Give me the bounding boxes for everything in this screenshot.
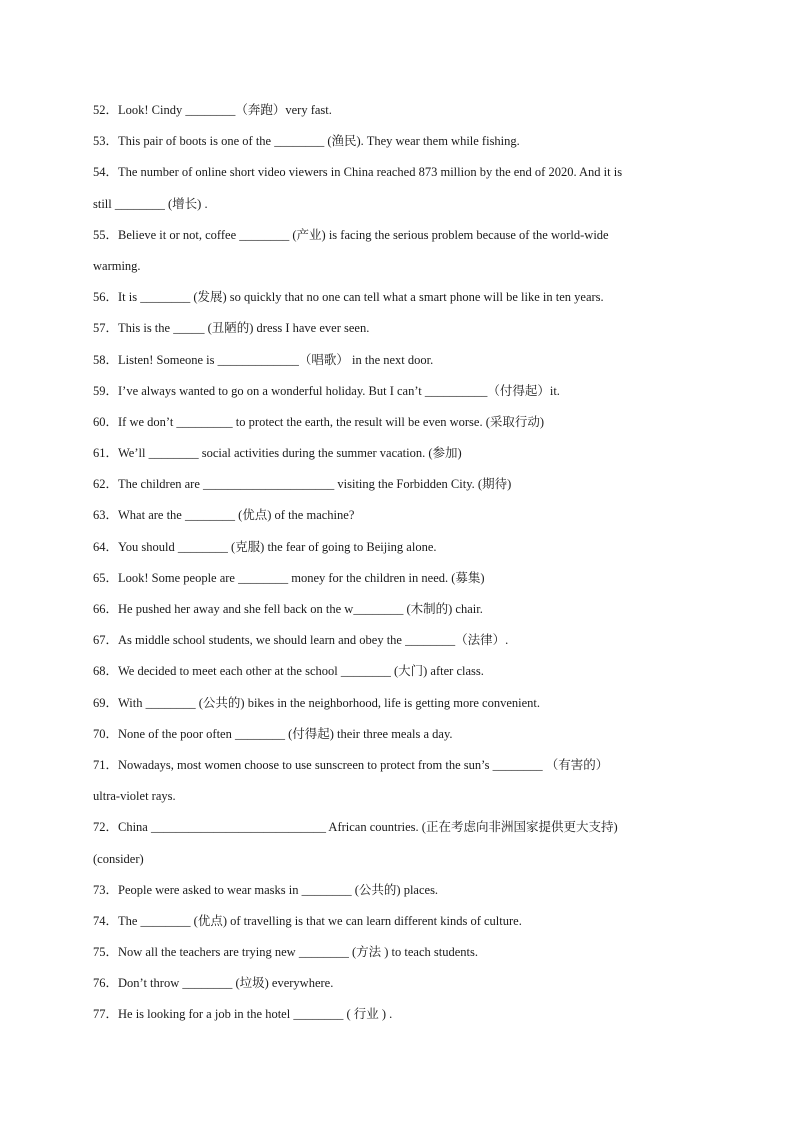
question-line: 57．This is the _____ (丑陋的) dress I have ever seen. xyxy=(93,321,370,336)
question-item xyxy=(93,968,703,999)
question-continuation-line: still ________ (增长) . xyxy=(93,196,208,211)
question-line: 71．Nowadays, most women choose to use sunscreen to protect from the sun’s ________ （有害的） xyxy=(93,757,609,772)
question-line: 63．What are the ________ (优点) of the machine? xyxy=(93,508,355,523)
question-item xyxy=(93,594,703,625)
question-item xyxy=(93,126,703,157)
question-line: 69．With ________ (公共的) bikes in the neighborhood, life is getting more convenient. xyxy=(93,695,540,710)
question-item xyxy=(93,407,703,438)
question-item xyxy=(93,532,703,563)
question-line: 54．The number of online short video viewers in China reached 873 million by the end of 2020. And it is xyxy=(93,165,623,180)
question-line: 64．You should ________ (克服) the fear of going to Beijing alone. xyxy=(93,539,437,554)
question-item xyxy=(93,999,703,1030)
question-item xyxy=(93,937,703,968)
question-item xyxy=(93,812,703,874)
question-line: 59．I’ve always wanted to go on a wonderful holiday. But I can’t __________（付得起）it. xyxy=(93,383,560,398)
question-list xyxy=(93,95,703,1031)
question-item xyxy=(93,688,703,719)
question-item xyxy=(93,438,703,469)
question-line: 68．We decided to meet each other at the school ________ (大门) after class. xyxy=(93,664,484,679)
question-line: 66．He pushed her away and she fell back on the w________ (木制的) chair. xyxy=(93,602,483,616)
question-line: 53．This pair of boots is one of the ________ (渔民). They wear them while fishing. xyxy=(93,134,520,149)
question-line: 55．Believe it or not, coffee ________ (产业) is facing the serious problem because of the world-wide xyxy=(93,227,609,242)
question-line: 56．It is ________ (发展) so quickly that no one can tell what a smart phone will be like in ten years. xyxy=(93,290,604,305)
question-item xyxy=(93,469,703,500)
question-line: 74．The ________ (优点) of travelling is that we can learn different kinds of culture. xyxy=(93,913,522,928)
question-line: 76．Don’t throw ________ (垃圾) everywhere. xyxy=(93,976,334,991)
question-line: 67．As middle school students, we should learn and obey the ________（法律）. xyxy=(93,633,509,648)
question-continuation-line: ultra-violet rays. xyxy=(93,789,176,804)
question-item xyxy=(93,625,703,656)
question-item xyxy=(93,719,703,750)
question-line: 77．He is looking for a job in the hotel ________ ( 行业 ) . xyxy=(93,1007,393,1022)
question-item xyxy=(93,282,703,313)
question-line: 65．Look! Some people are ________ money for the children in need. (募集) xyxy=(93,570,485,585)
question-line: 58．Listen! Someone is _____________（唱歌） in the next door. xyxy=(93,352,434,367)
question-item xyxy=(93,906,703,937)
question-item xyxy=(93,313,703,344)
question-line: 72．China ____________________________ African countries. (正在考虑向非洲国家提供更大支持) xyxy=(93,820,618,835)
question-item xyxy=(93,157,703,219)
question-item xyxy=(93,95,703,126)
question-line: 52．Look! Cindy ________（奔跑）very fast. xyxy=(93,103,332,117)
question-continuation-line: (consider) xyxy=(93,851,144,866)
question-line: 73．People were asked to wear masks in ________ (公共的) places. xyxy=(93,882,439,897)
question-item xyxy=(93,656,703,687)
question-line: 62．The children are _____________________ visiting the Forbidden City. (期待) xyxy=(93,477,512,492)
question-item xyxy=(93,376,703,407)
question-item xyxy=(93,875,703,906)
question-item xyxy=(93,563,703,594)
question-continuation-line: warming. xyxy=(93,258,141,273)
question-line: 60．If we don’t _________ to protect the earth, the result will be even worse. (采取行动) xyxy=(93,414,545,429)
question-line: 61．We’ll ________ social activities during the summer vacation. (参加) xyxy=(93,446,462,461)
question-item xyxy=(93,345,703,376)
question-item xyxy=(93,750,703,812)
question-item xyxy=(93,220,703,282)
question-item xyxy=(93,500,703,531)
question-line: 70．None of the poor often ________ (付得起) their three meals a day. xyxy=(93,726,453,741)
question-line: 75．Now all the teachers are trying new ________ (方法 ) to teach students. xyxy=(93,945,478,960)
